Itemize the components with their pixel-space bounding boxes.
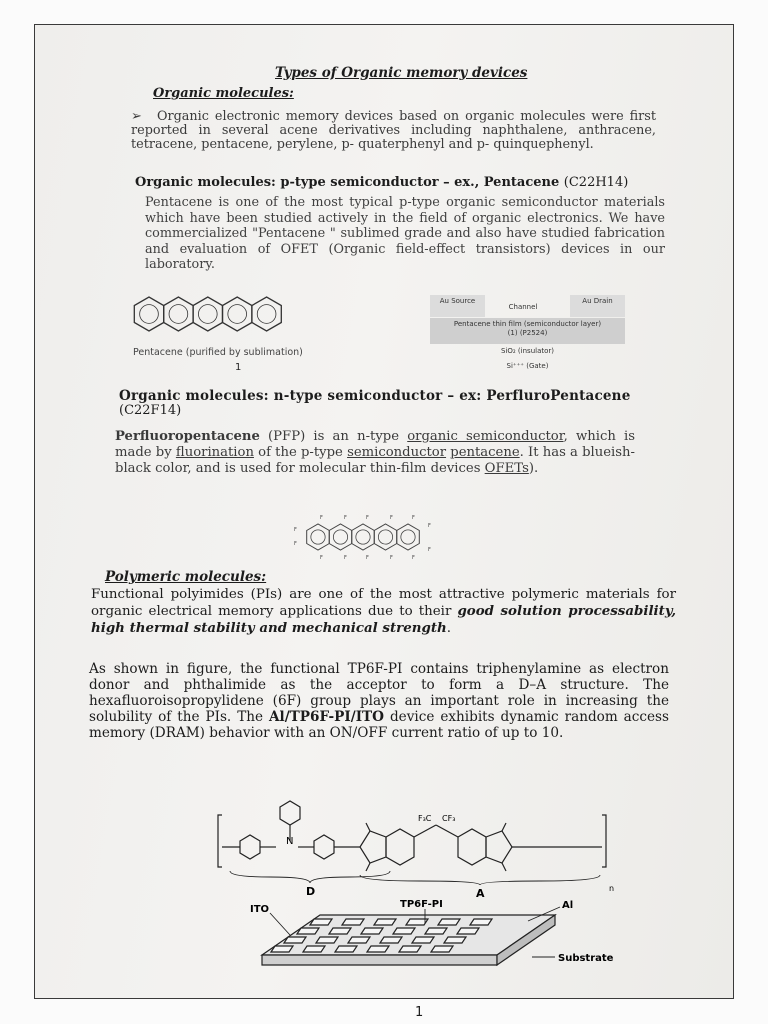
al-electrode-pad xyxy=(297,928,319,934)
al-electrode-pad xyxy=(303,946,325,952)
aromatic-circle xyxy=(198,305,217,324)
fluorine-atom: F xyxy=(344,555,347,561)
pentacene-ring xyxy=(164,297,193,331)
pfp-ring xyxy=(397,524,420,550)
nitrogen-label: N xyxy=(286,836,294,847)
polyimide-paragraph: Functional polyimides (PIs) are one of the most attractive polymeric materials for organic electrical memory applications due to their good solution processability, high thermal stability and mechanical strength. xyxy=(91,587,676,636)
al-electrode-pad xyxy=(399,946,421,952)
pfp-paragraph: Perfluoropentacene (PFP) is an n-type organic semiconductor, which is made by fluorination of the p-type semiconductor pentacene. It has a blueish-black color, and is used for molecular thin-film devices OFETs). xyxy=(115,429,635,476)
al-electrode-pad xyxy=(284,937,306,943)
aromatic-circle xyxy=(140,305,159,324)
al-electrode-pad xyxy=(470,919,492,925)
pentacene-caption: Pentacene (purified by sublimation) xyxy=(133,347,303,358)
al-electrode-pad xyxy=(310,919,332,925)
al-electrode-pad xyxy=(329,928,351,934)
pentacene-ring xyxy=(252,297,281,331)
al-electrode-pad xyxy=(342,919,364,925)
al-electrode-pad xyxy=(425,928,447,934)
polymeric-heading: Polymeric molecules: xyxy=(105,569,267,585)
page-number: 1 xyxy=(415,1005,424,1020)
fluorine-atom: F xyxy=(390,515,393,521)
al-electrode-pad xyxy=(361,928,383,934)
pfp-ring xyxy=(329,524,352,550)
au-source-electrode: Au Source xyxy=(430,295,485,317)
aromatic-circle xyxy=(257,305,276,324)
ntype-formula: (C22F14) xyxy=(119,403,182,418)
ntype-heading: Organic molecules: n-type semiconductor – ex: PerfluroPentacene xyxy=(119,388,631,404)
al-electrode-pad xyxy=(438,919,460,925)
al-electrode-pad xyxy=(393,928,415,934)
aromatic-circle xyxy=(378,530,392,544)
aromatic-circle xyxy=(311,530,325,544)
fluorine-atom: F xyxy=(344,515,347,521)
al-electrode-pad xyxy=(380,937,402,943)
link-pentacene[interactable]: pentacene xyxy=(450,445,520,460)
link-semiconductor[interactable]: semiconductor xyxy=(347,445,447,460)
repeat-n-label: n xyxy=(609,884,615,893)
pentacene-ring xyxy=(134,297,163,331)
aromatic-circle xyxy=(356,530,370,544)
organic-heading: Organic molecules: xyxy=(153,86,294,101)
al-electrode-pad xyxy=(444,937,466,943)
fluorine-atom: F xyxy=(412,555,415,561)
fluorine-atom: F xyxy=(294,541,297,547)
aromatic-circle xyxy=(228,305,247,324)
pentacene-structure xyxy=(131,288,301,340)
aromatic-circle xyxy=(401,530,415,544)
ofet-device-diagram xyxy=(430,295,625,375)
al-electrode-pad xyxy=(335,946,357,952)
substrate-label: Substrate xyxy=(558,953,614,964)
fluorine-atom: F xyxy=(320,515,323,521)
aromatic-circle xyxy=(333,530,347,544)
al-electrode-pad xyxy=(348,937,370,943)
perfluoropentacene-structure xyxy=(278,511,468,563)
al-electrode-pad xyxy=(367,946,389,952)
al-electrode-pad xyxy=(316,937,338,943)
pentacene-caption-number: 1 xyxy=(235,362,242,373)
tp6f-pi-figure xyxy=(210,795,615,985)
fluorine-atom: F xyxy=(390,555,393,561)
pfp-ring xyxy=(307,524,330,550)
arrow-bullet-icon: ➢ xyxy=(131,109,142,124)
link-ofets[interactable]: OFETs xyxy=(484,461,529,476)
al-electrode-pad xyxy=(431,946,453,952)
al-electrode-pad xyxy=(271,946,293,952)
gate-layer: Si⁺⁺⁺ (Gate) xyxy=(506,362,549,370)
link-fluorination[interactable]: fluorination xyxy=(175,445,254,460)
pfp-ring xyxy=(352,524,375,550)
fluorine-atom: F xyxy=(428,547,431,553)
organic-intro-paragraph: ➢ Organic electronic memory devices based on organic molecules were first reported in several acene derivatives including naphthalene, anthracene, tetracene, pentacene, perylene, p- quaterphenyl and p- quinquephenyl. xyxy=(131,109,656,152)
cf3-left-label: F₃C xyxy=(418,814,432,823)
fluorine-atom: F xyxy=(294,527,297,533)
sio2-layer: SiO₂ (insulator) xyxy=(501,347,554,355)
pentacene-ring xyxy=(223,297,252,331)
au-drain-electrode: Au Drain xyxy=(570,295,625,317)
channel-label: Channel xyxy=(508,303,538,311)
pfp-ring xyxy=(374,524,397,550)
document-page xyxy=(35,25,733,1020)
al-electrode-pad xyxy=(374,919,396,925)
document-title: Types of Organic memory devices xyxy=(275,65,528,81)
pentacene-paragraph: Pentacene is one of the most typical p-type organic semiconductor materials which have been studied actively in the field of organic electronics. We have commercialized "Pentacene " sublimed grade and also have studied fabrication and evaluation of OFET (Organic field-effect transistors) devices in our laboratory. xyxy=(145,195,665,272)
acceptor-label: A xyxy=(476,887,485,900)
cf3-right-label: CF₃ xyxy=(442,814,456,823)
fluorine-atom: F xyxy=(412,515,415,521)
pentacene-layer: Pentacene thin film (semiconductor layer) (1) (P2524) xyxy=(430,318,625,344)
ptype-heading: Organic molecules: p-type semiconductor – ex., Pentacene (C22H14) xyxy=(135,175,629,190)
tp6f-label: TP6F-PI xyxy=(400,899,443,910)
ito-label: ITO xyxy=(250,904,270,915)
fluorine-atom: F xyxy=(320,555,323,561)
tp6f-paragraph: As shown in figure, the functional TP6F-PI contains triphenylamine as electron donor and phthalimide as the acceptor to form a D–A structure. The hexafluoroisopropylidene (6F) group plays an important role in increasing the solubility of the PIs. The Al/TP6F-PI/ITO device exhibits dynamic random access memory (DRAM) behavior with an ON/OFF current ratio of up to 10. xyxy=(89,661,669,741)
donor-label: D xyxy=(306,885,316,898)
fluorine-atom: F xyxy=(366,555,369,561)
pentacene-ring xyxy=(193,297,222,331)
al-electrode-pad xyxy=(412,937,434,943)
fluorine-atom: F xyxy=(366,515,369,521)
fluorine-atom: F xyxy=(428,523,431,529)
aromatic-circle xyxy=(169,305,188,324)
link-organic-semiconductor[interactable]: organic semiconductor xyxy=(407,429,564,444)
al-label: Al xyxy=(562,900,574,911)
al-electrode-pad xyxy=(457,928,479,934)
